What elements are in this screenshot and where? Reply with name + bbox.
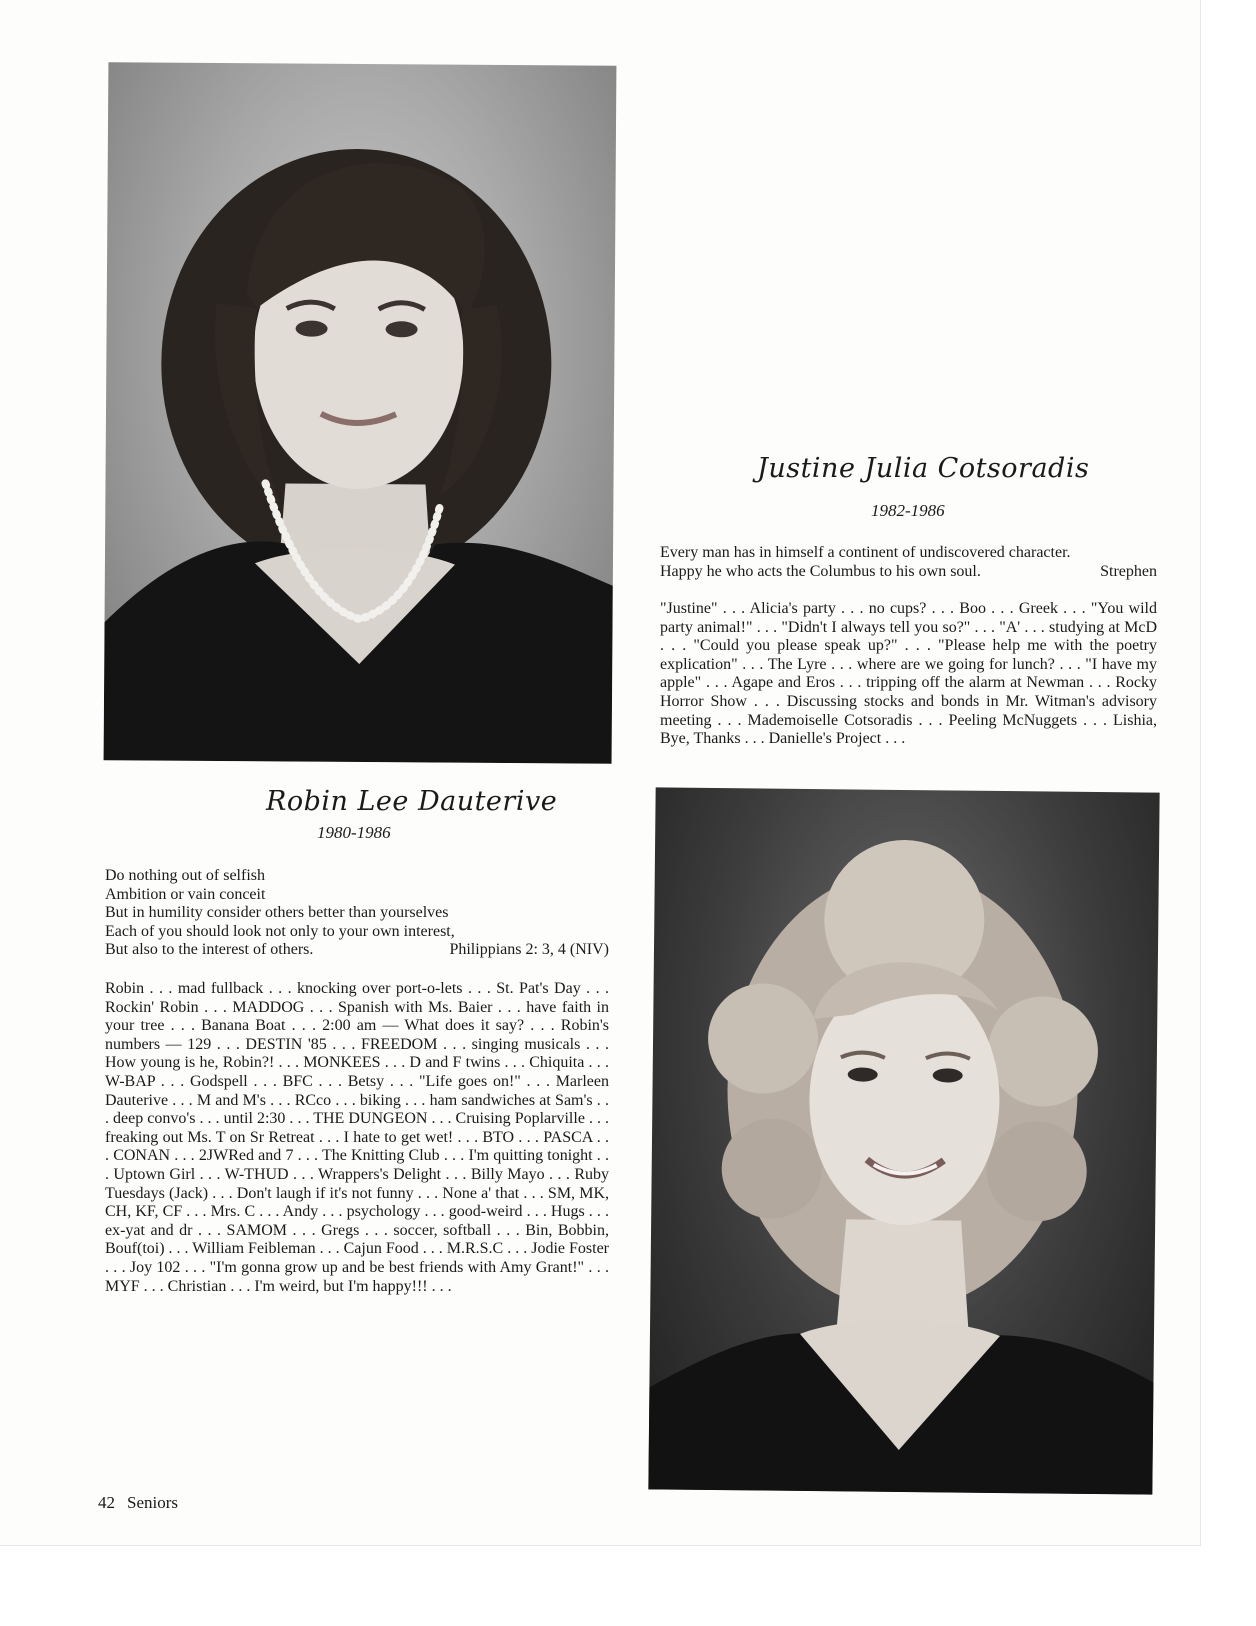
quote-line: Do nothing out of selfish: [105, 867, 265, 884]
quote-source: Strephen: [1100, 562, 1157, 580]
quote-line: Happy he who acts the Columbus to his own soul.: [660, 562, 981, 580]
memories-robin: Robin . . . mad fullback . . . knocking over port-o-lets . . . St. Pat's Day . . . Rockin' Robin . . . MADDOG . . . Spanish with Ms. Baier . . . have faith in your tree . . . Banana Boat . . . 2:00 am — What does it say? . . . Robin's numbers — 129 . . . DESTIN '85 . . . FREEDOM . . . singing musicals . . . How young is he, Robin?! . . . MONKEES . . . D and F twins . . . Chiquita . . . W-BAP . . . Godspell . . . BFC . . . Betsy . . . "Life goes on!" . . . Marleen Dauterive . . . M and M's . . . RCco . . . biking . . . ham sandwiches at Sam's . . . deep convo's . . . until 2:30 . . . THE DUNGEON . . . Cruising Poplarville . . . freaking out Ms. T on Sr Retreat . . . I hate to get wet! . . . BTO . . . PASCA . . . CONAN . . . 2JWRed and 7 . . . The Knitting Club . . . I'm quitting tonight . . . Uptown Girl . . . W-THUD . . . Wrappers's Delight . . . Billy Mayo . . . Ruby Tuesdays (Jack) . . . Don't laugh if it's not funny . . . None a' that . . . SM, MK, CH, KF, CF . . . Mrs. C . . . Andy . . . psychology . . . good-weird . . . Hugs . . . ex-yat and dr . . . SAMOM . . . Gregs . . . soccer, softball . . . Bin, Bobbin, Bouf(toi) . . . William Feibleman . . . Cajun Food . . . M.R.S.C . . . Jodie Foster . . . Joy 102 . . . "I'm gonna grow up and be best friends with Amy Grant!" . . . MYF . . . Christian . . . I'm weird, but I'm happy!!! . . .: [105, 980, 609, 1295]
memories-justine: "Justine" . . . Alicia's party . . . no cups? . . . Boo . . . Greek . . . "You wild party animal!" . . . "Didn't I always tell you so?" . . . "A' . . . studying at McD . . . "Could you please speak up?" . . . "Please help me with the poetry explication" . . . The Lyre . . . where are we going for lunch? . . . "I have my apple" . . . Agape and Eros . . . tripping off the alarm at Newman . . . Rocky Horror Show . . . Discussing stocks and bonds in Mr. Witman's advisory meeting . . . Mademoiselle Cotsoradis . . . Peeling McNuggets . . . Lishia, Bye, Thanks . . . Danielle's Project . . .: [660, 600, 1157, 748]
student-name-justine: Justine Julia Cotsoradis: [757, 453, 1090, 484]
section-label: Seniors: [127, 1493, 178, 1512]
student-name-robin: Robin Lee Dauterive: [266, 786, 558, 817]
quote-line: Ambition or vain conceit: [105, 885, 266, 903]
quote-line: Every man has in himself a continent of undiscovered character.: [660, 544, 1071, 561]
quote-robin: [105, 867, 609, 960]
page-footer: [98, 1493, 178, 1513]
quote-line: Each of you should look not only to your own interest,: [105, 922, 455, 940]
page-number: 42: [98, 1493, 115, 1512]
quote-justine: [660, 544, 1157, 581]
student-years-justine: 1982-1986: [871, 501, 945, 520]
portrait-photo-robin: [104, 62, 617, 764]
portrait-photo-justine: [648, 787, 1159, 1494]
quote-line: But in humility consider others better than yourselves: [105, 904, 449, 922]
quote-line: But also to the interest of others.: [105, 941, 314, 959]
quote-source: Philippians 2: 3, 4 (NIV): [449, 941, 609, 959]
student-years-robin: 1980-1986: [317, 823, 391, 842]
